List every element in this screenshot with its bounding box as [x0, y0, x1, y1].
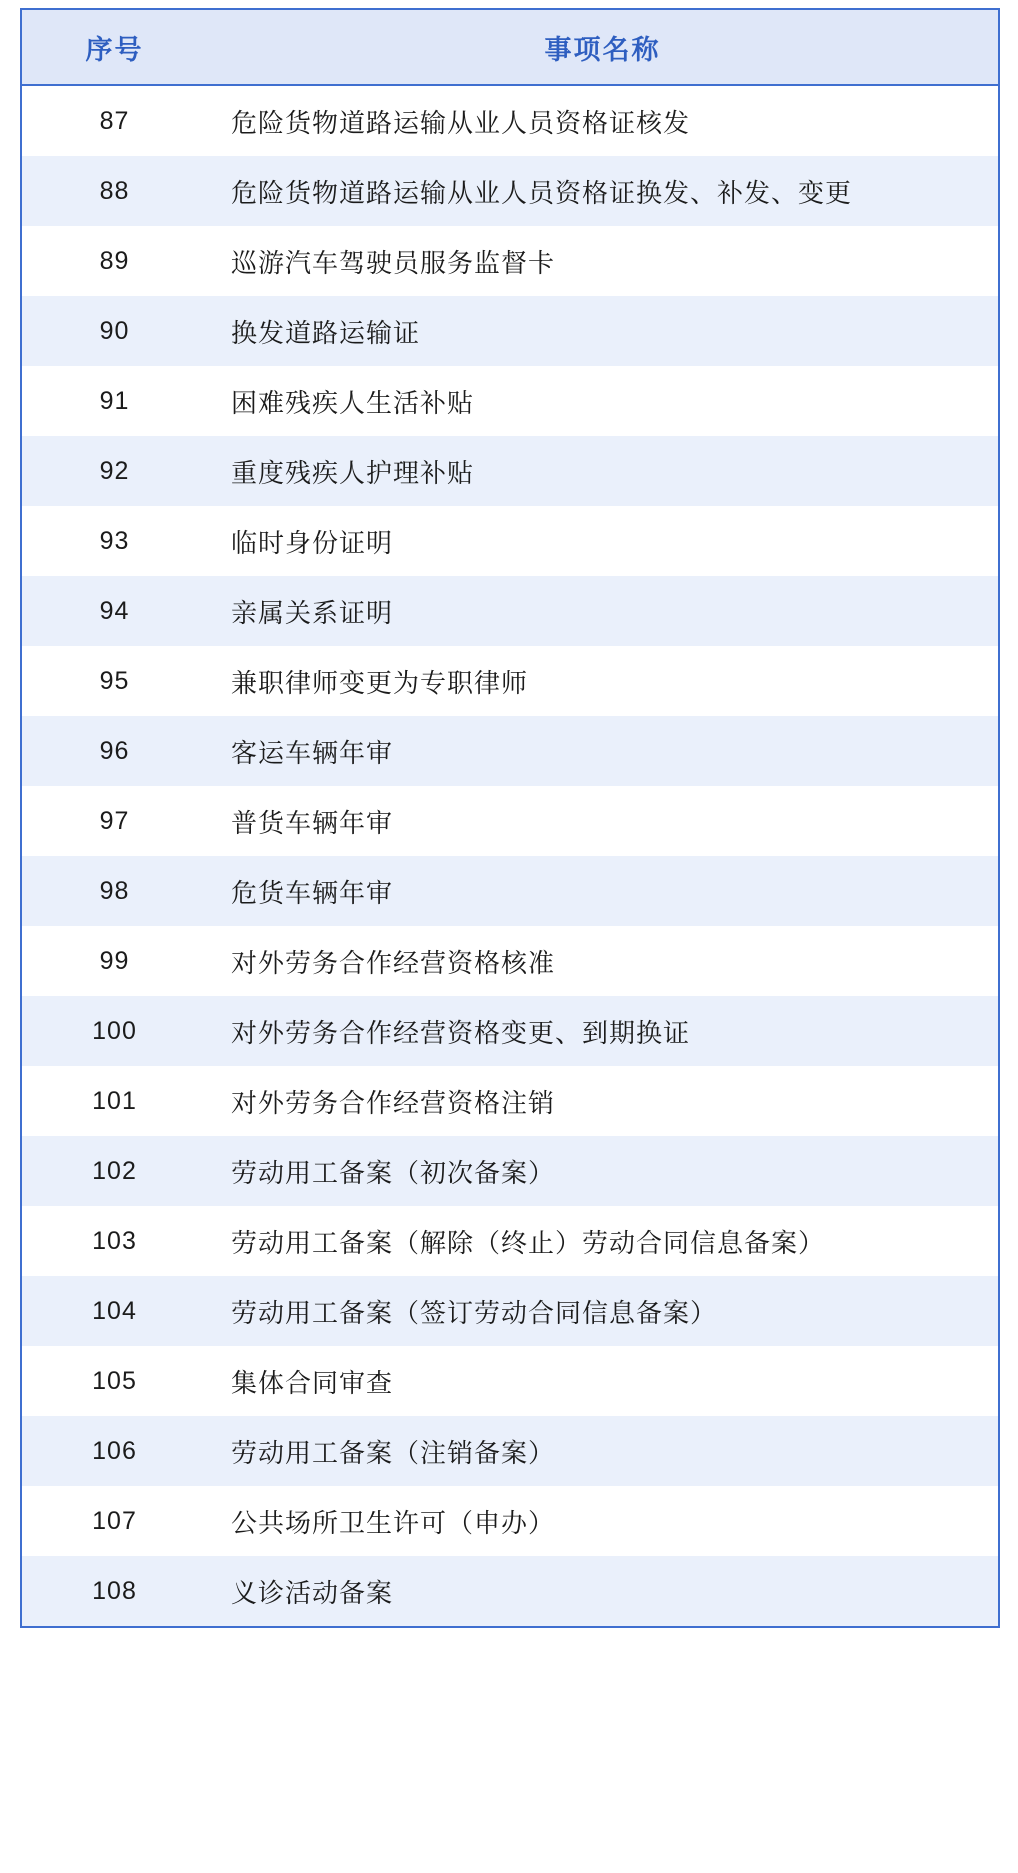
column-header-name: 事项名称 [207, 9, 999, 85]
cell-index: 98 [99, 876, 130, 905]
cell-index: 108 [21, 1556, 207, 1627]
cell-index: 92 [99, 456, 130, 485]
table-row [21, 1416, 999, 1486]
cell-index: 89 [99, 246, 130, 275]
table-row [21, 1346, 999, 1416]
cell-matter-name: 危险货物道路运输从业人员资格证核发 [231, 107, 691, 138]
cell-matter-name: 困难残疾人生活补贴 [231, 387, 475, 418]
table-row [21, 856, 999, 926]
table-row [21, 646, 999, 716]
table-header-row [21, 9, 999, 85]
cell-matter-name: 劳动用工备案（注销备案） [231, 1437, 556, 1468]
table-row [21, 296, 999, 366]
table-row [21, 85, 999, 156]
cell-matter-name: 兼职律师变更为专职律师 [231, 667, 529, 698]
cell-matter-name: 公共场所卫生许可（申办） [231, 1507, 556, 1538]
column-header-index: 序号 [21, 9, 207, 85]
cell-index: 91 [99, 386, 130, 415]
table-body [21, 85, 999, 1627]
cell-matter-name: 对外劳务合作经营资格核准 [231, 947, 556, 978]
cell-index: 105 [92, 1366, 137, 1395]
cell-index: 87 [99, 106, 130, 135]
table-row [21, 1136, 999, 1206]
cell-matter-name: 对外劳务合作经营资格变更、到期换证 [231, 1017, 691, 1048]
cell-matter-name: 危险货物道路运输从业人员资格证换发、补发、变更 [231, 177, 853, 208]
table-row [21, 436, 999, 506]
matters-table [20, 8, 1000, 1628]
cell-matter-name: 义诊活动备案 [207, 1556, 999, 1627]
cell-index: 101 [92, 1086, 137, 1115]
table-row [21, 1276, 999, 1346]
cell-index: 107 [92, 1506, 137, 1535]
cell-matter-name: 客运车辆年审 [231, 737, 394, 768]
table-row [21, 786, 999, 856]
cell-index: 103 [92, 1226, 137, 1255]
cell-matter-name: 对外劳务合作经营资格注销 [231, 1087, 556, 1118]
cell-matter-name: 亲属关系证明 [231, 597, 394, 628]
cell-index: 102 [92, 1156, 137, 1185]
cell-matter-name: 重度残疾人护理补贴 [231, 457, 475, 488]
cell-matter-name: 劳动用工备案（解除（终止）劳动合同信息备案） [231, 1227, 826, 1258]
cell-index: 95 [99, 666, 130, 695]
table-row [21, 716, 999, 786]
cell-index: 93 [99, 526, 130, 555]
cell-index: 97 [99, 806, 130, 835]
table-row [21, 1066, 999, 1136]
table-row [21, 996, 999, 1066]
cell-matter-name: 换发道路运输证 [231, 317, 421, 348]
table-header [21, 9, 999, 85]
cell-matter-name: 危货车辆年审 [231, 877, 394, 908]
cell-index: 104 [92, 1296, 137, 1325]
cell-index: 94 [99, 596, 130, 625]
cell-matter-name: 普货车辆年审 [231, 807, 394, 838]
table-row [21, 226, 999, 296]
table-row [21, 926, 999, 996]
cell-matter-name: 巡游汽车驾驶员服务监督卡 [231, 247, 556, 278]
cell-index: 90 [99, 316, 130, 345]
table-row [21, 506, 999, 576]
cell-index: 99 [99, 946, 130, 975]
cell-index: 100 [92, 1016, 137, 1045]
table-row [21, 1556, 999, 1627]
table-row [21, 1206, 999, 1276]
table-row [21, 1486, 999, 1556]
table-row [21, 576, 999, 646]
cell-matter-name: 劳动用工备案（初次备案） [231, 1157, 556, 1188]
table-row [21, 366, 999, 436]
cell-matter-name: 劳动用工备案（签订劳动合同信息备案） [231, 1297, 718, 1328]
cell-index: 88 [99, 176, 130, 205]
cell-index: 96 [99, 736, 130, 765]
cell-matter-name: 集体合同审查 [231, 1367, 394, 1398]
table-row [21, 156, 999, 226]
cell-matter-name: 临时身份证明 [231, 527, 394, 558]
cell-index: 106 [92, 1436, 137, 1465]
